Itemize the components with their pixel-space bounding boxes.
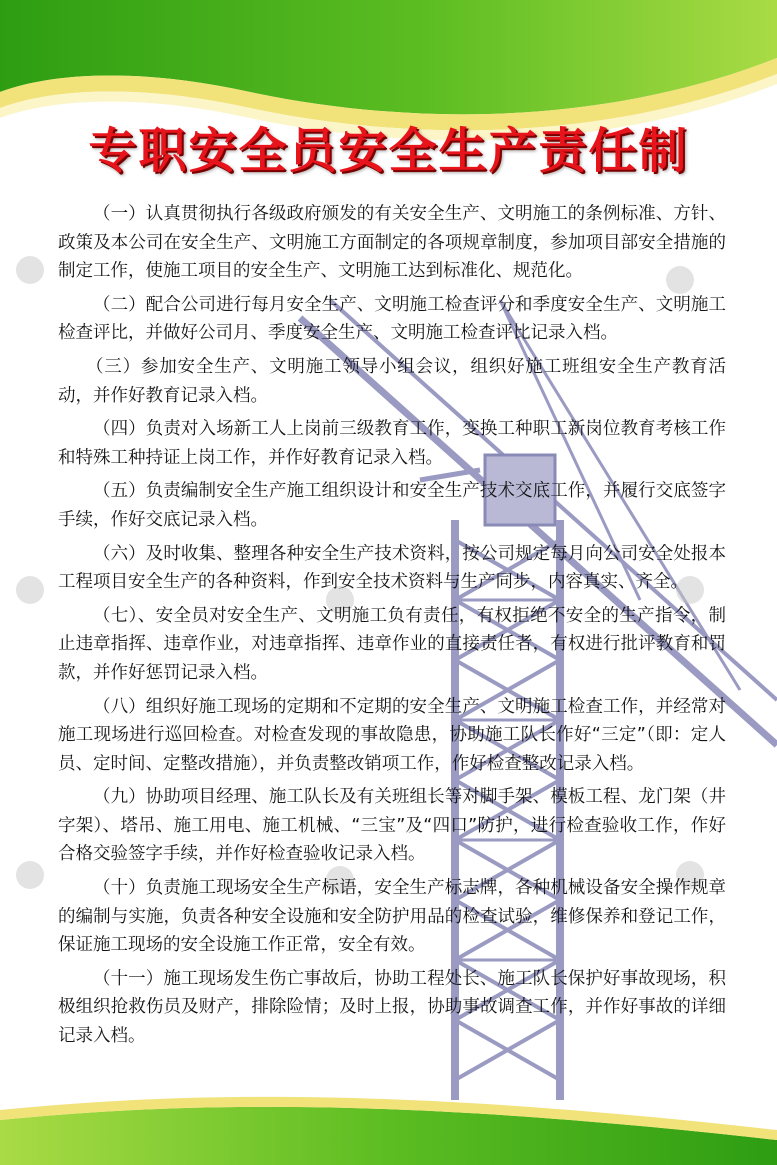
clause-2: （二）配合公司进行每月安全生产、文明施工检查评分和季度安全生产、文明施工检查评比，并做好公司月、季度安全生产、文明施工检查评比记录入档。 [58, 294, 726, 344]
poster-title: 专职安全员安全生产责任制 [88, 123, 689, 179]
clause-7: （七）、安全员对安全生产、文明施工负有责任，有权拒绝不安全的生产指令，制止违章指挥、违章作业，对违章指挥、违章作业的直接责任者，有权进行批评教育和罚款，并作好惩罚记录入档。 [58, 605, 726, 683]
clause-9: （九）协助项目经理、施工队长及有关班组长等对脚手架、模板工程、龙门架（井字架）、塔吊、施工用电、施工机械、“三宝”及“四口”防护，进行检查验收工作，作好合格交验签字手续，并作好检查验收记录入档。 [58, 787, 726, 865]
clause-5: （五）负责编制安全生产施工组织设计和安全生产技术交底工作，并履行交底签字手续，作好交底记录入档。 [58, 481, 726, 530]
bottom-green-swoosh [0, 1097, 777, 1165]
clause-6: （六）及时收集、整理各种安全生产技术资料，按公司规定每月向公司安全处报本工程项目安全生产的各种资料，作到安全技术资料与生产同步，内容真实、齐全。 [58, 543, 726, 593]
clause-3: （三）参加安全生产、文明施工领导小组会议，组织好施工班组安全生产教育活动，并作好教育记录入档。 [58, 356, 726, 406]
clause-4: （四）负责对入场新工人上岗前三级教育工作，变换工种职工新岗位教育考核工作和特殊工种持证上岗工作，并作好教育记录入档。 [58, 419, 726, 468]
clause-8: （八）组织好施工现场的定期和不定期的安全生产、文明施工检查工作，并经常对施工现场进行巡回检查。对检查发现的事故隐患，协助施工队长作好“三定”（即：定人员、定时间、定整改措施），并负责整改销项工作，作好检查整改记录入档。 [58, 696, 726, 774]
clause-11: （十一）施工现场发生伤亡事故后，协助工程处长、施工队长保护好事故现场，积极组织抢救伤员及财产，排除险情；及时上报，协助事故调查工作，并作好事故的详细记录入档。 [58, 968, 726, 1047]
clause-1: （一）认真贯彻执行各级政府颁发的有关安全生产、文明施工的条例标准、方针、政策及本公司在安全生产、文明施工方面制定的各项规章制度，参加项目部安全措施的制定工作，使施工项目的安全生产、文明施工达到标准化、规范化。 [58, 204, 726, 282]
clause-10: （十）负责施工现场安全生产标语，安全生产标志牌，各种机械设备安全操作规章的编制与实施，负责各种安全设施和安全防护用品的检查试验，维修保养和登记工作，保证施工现场的安全设施工作正常，安全有效。 [58, 878, 726, 956]
responsibility-list [58, 200, 726, 1056]
